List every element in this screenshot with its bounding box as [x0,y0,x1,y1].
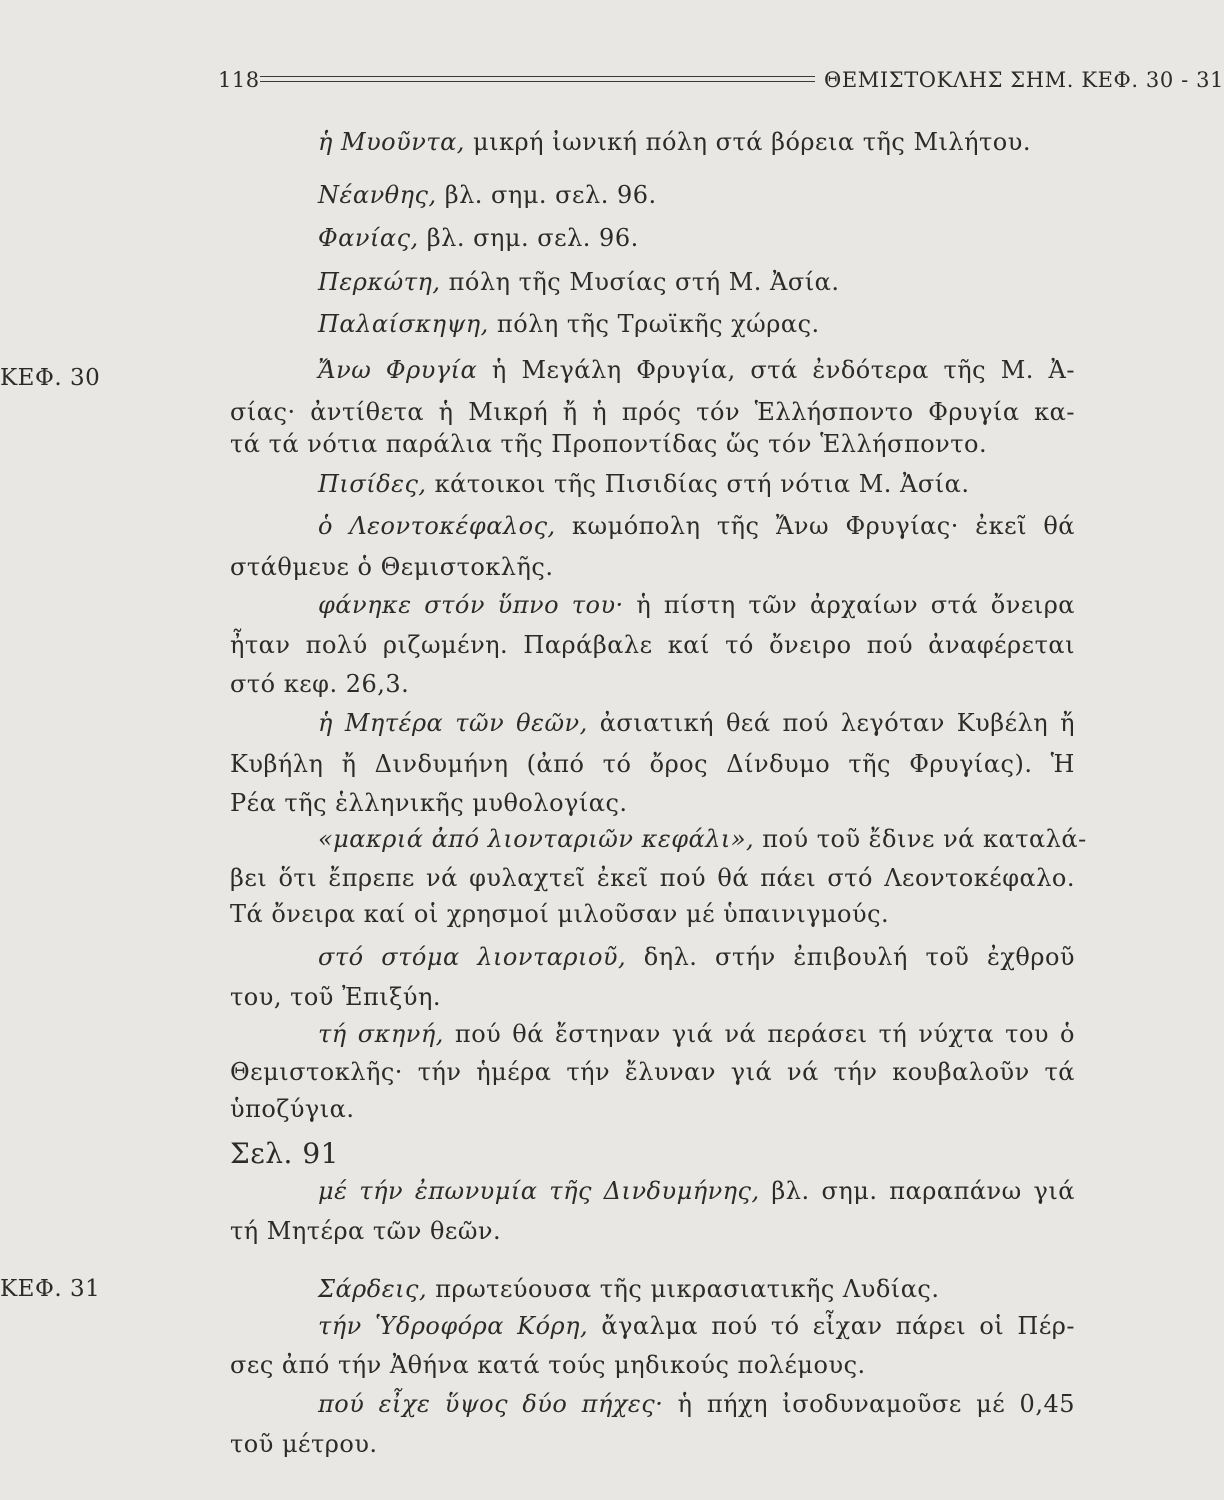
text-line [230,1060,1075,1084]
text-line [230,791,1075,815]
text-line [318,514,1075,538]
lemma: φάνηκε στόν ὕπνο του· [318,591,624,619]
gloss: του, τοῦ Ἐπιξύη. [230,983,441,1011]
gloss: στό κεφ. 26,3. [230,670,410,698]
text-line [318,1392,1075,1416]
gloss: σες ἀπό τήν Ἀθήνα κατά τούς μηδικούς πολέμους. [230,1351,866,1379]
text-line [318,226,1163,250]
text-line [318,472,1163,496]
running-title: ΘΕΜΙΣΤΟΚΛΗΣ ΣΗΜ. ΚΕΦ. 30 - 31 [824,68,1224,92]
text-line [318,1277,1163,1301]
text-line [230,1432,1075,1456]
gloss: Κυβήλη ἤ Δινδυμήνη (ἀπό τό ὄρος Δίνδυμο τῆς Φρυγίας). Ἡ [230,750,1075,778]
text-line [318,358,1075,382]
section-title: Σελ. 91 [230,1137,339,1170]
gloss: πόλη τῆς Μυσίας στή Μ. Ἀσία. [440,268,840,296]
margin-label-chapter-31: ΚΕΦ. 31 [0,1276,101,1302]
gloss: πρωτεύουσα τῆς μικρασιατικῆς Λυδίας. [427,1275,940,1303]
text-line [230,1097,1075,1121]
lemma: Νέανθης, [318,181,437,209]
gloss: ἄγαλμα πού τό εἶχαν πάρει οἱ Πέρ- [588,1312,1075,1340]
gloss: τά τά νότια παράλια τῆς Προποντίδας ὥς τόν Ἑλλήσποντο. [230,430,988,458]
text-line [318,1179,1075,1203]
lemma: τήν Ὑδροφόρα Κόρη, [318,1312,589,1340]
gloss: πού τοῦ ἔδινε νά καταλά- [754,825,1087,853]
text-line [318,183,1163,207]
lemma: Σάρδεις, [318,1275,428,1303]
lemma: Πισίδες, [318,470,427,498]
text-line [230,752,1075,776]
text-line [318,593,1075,617]
text-line [230,1219,1075,1243]
gloss: Τά ὄνειρα καί οἱ χρησμοί μιλοῦσαν μέ ὑπαινιγμούς. [230,900,890,928]
lemma: Φανίας, [318,224,419,252]
lemma: ὁ Λεοντοκέφαλος, [318,512,556,540]
text-line [230,1353,1075,1377]
gloss: δηλ. στήν ἐπιβουλή τοῦ ἐχθροῦ [626,943,1075,971]
margin-label-chapter-30: ΚΕΦ. 30 [0,365,101,391]
gloss: ἡ πήχη ἰσοδυναμοῦσε μέ 0,45 [663,1390,1075,1418]
gloss: κάτοικοι τῆς Πισιδίας στή νότια Μ. Ἀσία. [426,470,970,498]
gloss: ἀσιατική θεά πού λεγόταν Κυβέλη ἤ [587,709,1075,737]
lemma: τή σκηνή, [318,1020,444,1048]
text-line [318,1314,1075,1338]
page-number: 118 [218,68,260,92]
text-line [318,1022,1075,1046]
text-line [230,400,1075,424]
text-line [230,866,1075,890]
gloss: Θεμιστοκλῆς· τήν ἡμέρα τήν ἔλυναν γιά νά τήν κουβαλοῦν τά [230,1058,1075,1086]
text-line [230,672,1075,696]
lemma: μέ τήν ἐπωνυμία τῆς Δινδυμήνης, [318,1177,760,1205]
lemma: πού εἶχε ὕψος δύο πήχες· [318,1390,664,1418]
text-line [318,711,1075,735]
header-double-rule [260,81,815,82]
lemma: Περκώτη, [318,268,441,296]
lemma: Παλαίσκηψη, [318,310,489,338]
gloss: Ρέα τῆς ἑλληνικῆς μυθολογίας. [230,789,628,817]
text-line [230,432,1075,456]
gloss: βλ. σημ. σελ. 96. [436,181,657,209]
gloss: ὑποζύγια. [230,1095,355,1123]
text-line [230,902,1075,926]
lemma: ἡ Μυοῦντα, [318,128,465,156]
gloss: βλ. σημ. παραπάνω γιά [759,1177,1075,1205]
gloss: πού θά ἔστηναν γιά νά περάσει τή νύχτα του ὁ [443,1020,1076,1048]
lemma: Ἄνω Φρυγία [318,356,478,384]
gloss: στάθμευε ὁ Θεμιστοκλῆς. [230,553,554,581]
text-line [230,555,1075,579]
running-header [218,66,1224,96]
gloss: ἡ πίστη τῶν ἀρχαίων στά ὄνειρα [623,591,1076,619]
gloss: τή Μητέρα τῶν θεῶν. [230,1217,502,1245]
text-line [318,825,1087,853]
gloss: σίας· ἀντίθετα ἡ Μικρή ἤ ἡ πρός τόν Ἑλλήσποντο Φρυγία κα- [230,398,1075,426]
lemma: «μακριά ἀπό λιονταριῶν κεφάλι», [318,825,755,853]
gloss: τοῦ μέτρου. [230,1430,378,1458]
lemma: ἡ Μητέρα τῶν θεῶν, [318,709,588,737]
gloss: ἡ Μεγάλη Φρυγία, στά ἐνδότερα τῆς Μ. Ἀ- [477,356,1075,384]
gloss: ἦταν πολύ ριζωμένη. Παράβαλε καί τό ὄνειρο πού ἀναφέρεται [230,631,1075,659]
lemma: στό στόμα λιονταριοῦ, [318,943,627,971]
text-line [318,130,1163,154]
gloss: βει ὅτι ἔπρεπε νά φυλαχτεῖ ἐκεῖ πού θά πάει στό Λεοντοκέφαλο. [230,864,1075,892]
gloss: πόλη τῆς Τρωϊκῆς χώρας. [488,310,820,338]
text-line [318,270,1163,294]
gloss: κωμόπολη τῆς Ἄνω Φρυγίας· ἐκεῖ θά [555,512,1076,540]
header-double-rule [260,76,815,77]
text-line [318,312,1163,336]
text-line [230,633,1075,657]
text-line [318,945,1075,969]
gloss: βλ. σημ. σελ. 96. [418,224,639,252]
text-line [230,985,1075,1009]
gloss: μικρή ἰωνική πόλη στά βόρεια τῆς Μιλήτου. [464,128,1031,156]
